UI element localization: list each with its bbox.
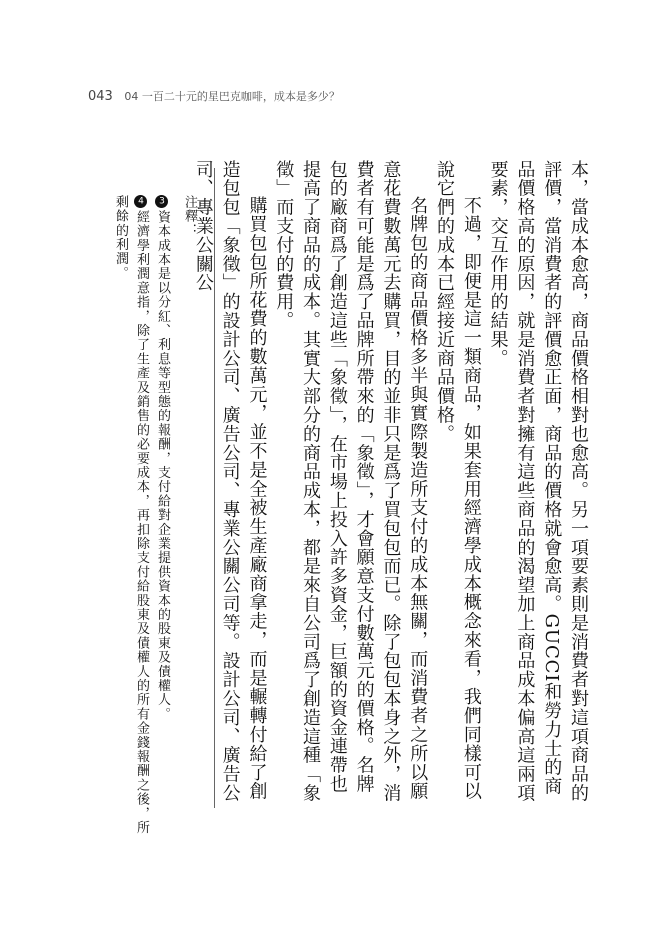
footnotes xyxy=(90,195,200,835)
footnote-text-3: 資本成本是以分紅、利息等型態的報酬，支付給對企業提供資本的股東及債權人。 xyxy=(155,210,170,722)
running-title: 04 一百二十元的星巴克咖啡，成本是多少？ xyxy=(124,90,340,103)
body-paragraph-4: 購買包包所花費的數萬元，並不是全被生產廠商拿走，而是輾轉付給了創造包包「象徵」的設計公司、廣告公司、專業公關公司等。設計公司、廣告公司、專業公關公 xyxy=(192,160,268,803)
body-text xyxy=(192,160,591,810)
body-paragraph-3: 名牌包的商品價格多半與實際製造所支付的成本無關，而消費者之所以願意花費數萬元去購買，目的並非只是爲了買包包而已。除了包包本身之外，消費者有可能是爲了品牌所帶來的「象徵」，才會願意支付數萬元的價格。名牌包的廠商爲了創造這些「象徵」，在市場上投入許多資金，巨額的資金連帶也提高了商品的成本。其實大部分的商品成本，都是來自公司爲了創造這種「象徵」而支付的費用。 xyxy=(273,160,429,803)
notes-title: 注釋： xyxy=(182,195,197,238)
body-paragraph-2: 不過，即便是這一類商品，如果套用經濟學成本概念來看，我們同樣可以說它們的成本已經接近商品價格。 xyxy=(434,160,482,801)
page-number: 043 xyxy=(88,89,113,104)
footnote-text-4: 經濟學利潤意指，除了生產及銷售的必要成本，再扣除支付給股東及債權人的所有金錢報酬之後，所剩餘的利潤。 xyxy=(113,195,149,835)
footnote-number-4: 4 xyxy=(134,195,147,208)
footnote-4 xyxy=(110,195,152,835)
body-paragraph-1: 本，當成本愈高，商品價格相對也愈高。另一項要素則是消費者對這項商品的評價，當消費者的評價愈正面，商品的價格就會愈高。GUCCI和勞力士的商品價格高的原因，就是消費者對擁有這些商品的渴望加上商品成本偏高這兩項要素，交互作用的結果。 xyxy=(487,160,589,803)
notes-divider xyxy=(214,168,215,808)
footnote-3 xyxy=(152,195,173,835)
running-header xyxy=(88,88,340,104)
footnote-number-3: 3 xyxy=(155,195,168,208)
